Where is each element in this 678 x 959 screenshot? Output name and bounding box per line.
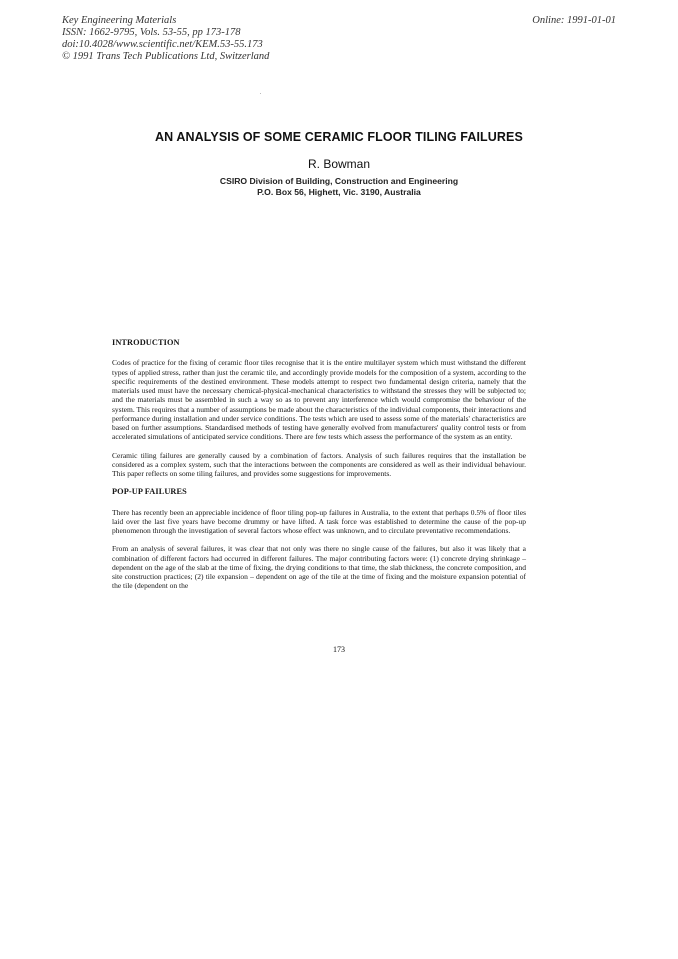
journal-name: Key Engineering Materials — [62, 15, 177, 26]
paragraph: Ceramic tiling failures are generally caused by a combination of factors. Analysis of such failures requires that the installation be considered as a complex system, such that the interactions between the components are considered as well as their individual behaviour. This paper reflects on some tiling failures, and provides some suggestions for improvements. — [112, 450, 526, 478]
paper-body — [112, 338, 526, 600]
scan-speck — [260, 93, 261, 94]
journal-doi: doi:10.4028/www.scientific.net/KEM.53-55.173 — [62, 39, 263, 50]
section-heading-introduction: INTRODUCTION — [112, 338, 180, 347]
author-affiliation — [0, 176, 678, 198]
journal-issn: ISSN: 1662-9795, Vols. 53-55, pp 173-178 — [62, 27, 241, 38]
section-heading-pop-up-failures: POP-UP FAILURES — [112, 487, 187, 497]
page-number: 173 — [333, 645, 345, 654]
paragraph: Codes of practice for the fixing of ceramic floor tiles recognise that it is the entire multilayer system which must withstand the different types of applied stress, rather than just the ceramic tile, and accordingly provide models for the composition of a system, according to the specific requirements of the destined environment. These models attempt to respect two fundamental design criteria, namely that the materials used must have the necessary chemical-physical-mechanical characteristics to withstand the stresses they will be subjected to; and the materials must be assembled in such a way so as to prevent any interference which would compromise the behaviour of the system. This requires that a number of assumptions be made about the characteristics of the individual components, their interactions and performance during installation and under service conditions. The tests which are used to assess some of the materials' characteristics are based on further assumptions. Standardised methods of testing have generally evolved from manufacturers' quality control tests or from accelerated simulations of anticipated service conditions. There are few tests which assess the performance of the system as an entity. — [112, 358, 526, 442]
journal-copyright: © 1991 Trans Tech Publications Ltd, Switzerland — [62, 51, 270, 62]
paragraph: From an analysis of several failures, it was clear that not only was there no single cause of the failures, but also it was likely that a combination of different factors had occurred in different failures. The major contributing factors were: (1) concrete drying shrinkage – dependent on the age of the slab at the time of fixing, the drying conditions to that time, the slab thickness, the concrete composition, and site construction practices; (2) tile expansion – dependent on age of the tile at the time of fixing and the moisture expansion potential of the tile (dependent on the — [112, 544, 526, 591]
journal-citation — [62, 15, 269, 63]
paper-title: AN ANALYSIS OF SOME CERAMIC FLOOR TILING FAILURES — [155, 130, 523, 144]
paragraph: There has recently been an appreciable incidence of floor tiling pop-up failures in Australia, to the extent that perhaps 0.5% of floor tiles laid over the last five years have become drummy or have lifted. A task force was established to determine the cause of the pop-up phenomenon through the investigation of several factors whose effect was unknown, and to circulate preventative recommendations. — [112, 507, 526, 535]
affiliation-line: CSIRO Division of Building, Construction and Engineering — [219, 176, 459, 186]
affiliation-line: P.O. Box 56, Highett, Vic. 3190, Australia — [257, 187, 421, 197]
author-name: R. Bowman — [307, 157, 371, 171]
online-date: Online: 1991-01-01 — [532, 15, 616, 26]
